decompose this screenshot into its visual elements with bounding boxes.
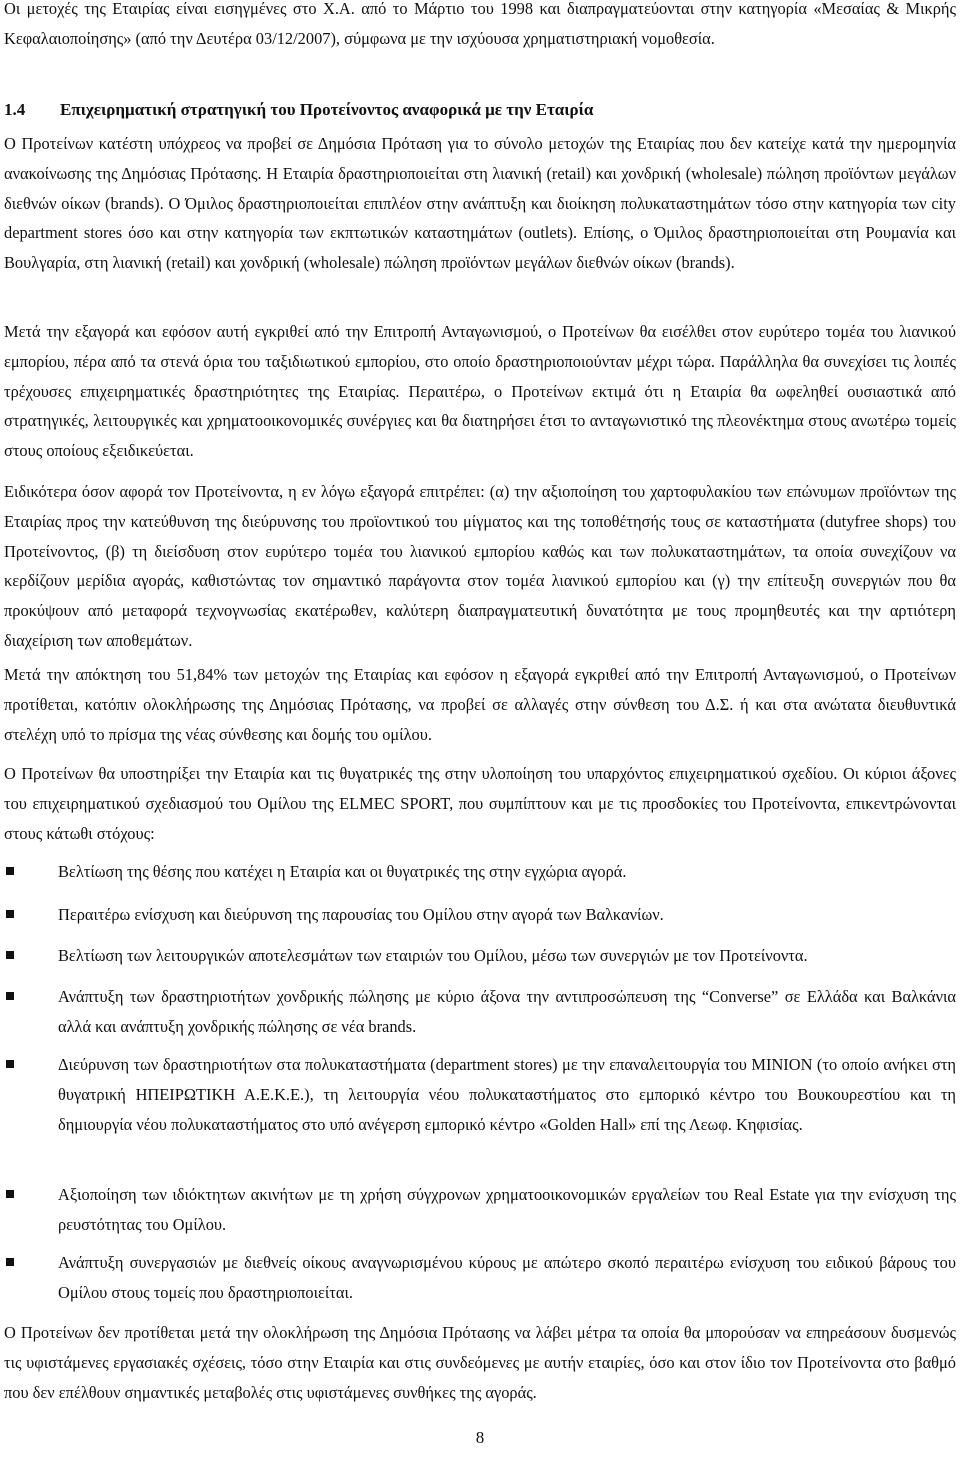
list-item: Αξιοποίηση των ιδιόκτητων ακινήτων με τη χρήση σύγχρονων χρηματοοικονομικών εργαλείων του Real Estate για την ενίσχυση της ρευστότητας του Ομίλου. [4,1180,956,1240]
list-item: Διεύρυνση των δραστηριοτήτων στα πολυκαταστήματα (department stores) με την επαναλειτουργία του MINION (το οποίο ανήκει στη θυγατρική ΗΠΕΙΡΩΤΙΚΗ Α.Ε.Κ.Ε.), τη λειτουργία νέου πολυκαταστήματος στο εμπορικό κέντρο του Βουκουρεστίου και τη δημιουργία νέου πολυκαταστήματος στο υπό ανέγερση εμπορικό κέντρο «Golden Hall» επί της Λεωφ. Κηφισίας. [4,1050,956,1139]
bullet-square-icon [6,910,14,918]
body-paragraph-6: Ο Προτείνων δεν προτίθεται μετά την ολοκλήρωση της Δημόσια Πρότασης να λάβει μέτρα τα οποία θα μπορούσαν να επηρεάσουν δυσμενώς τις υφιστάμενες εργασιακές σχέσεις, τόσο στην Εταιρία και στις συνδεόμενες με αυτήν εταιρίες, όσο και στον ίδιο τον Προτείνοντα στο βαθμό που δεν επέλθουν σημαντικές μεταβολές στις υφιστάμενες συνθήκες της αγοράς. [4,1323,956,1402]
section-heading [4,95,593,125]
bullet-square-icon [6,867,14,875]
bullet-square-icon [6,992,14,1000]
list-item: Ανάπτυξη των δραστηριοτήτων χονδρικής πώλησης με κύριο άξονα την αντιπροσώπευση της “Converse” σε Ελλάδα και Βαλκάνια αλλά και ανάπτυξη χονδρικής πώλησης σε νέα brands. [4,982,956,1042]
section-number: 1.4 [4,100,26,119]
body-paragraph-1: Ο Προτείνων κατέστη υπόχρεος να προβεί σε Δημόσια Πρόταση για το σύνολο μετοχών της Εταιρίας που δεν κατείχε κατά την ημερομηνία ανακοίνωσης της Δημόσιας Πρότασης. Η Εταιρία δραστηριοποιείται στη λιανική (retail) και χονδρική (wholesale) πώληση προϊόντων μεγάλων διεθνών οίκων (brands). Ο Όμιλος δραστηριοποιείται επιπλέον στην ανάπτυξη και διοίκηση πολυκαταστημάτων τόσο στην κατηγορία των city department stores όσο και στην κατηγορία των εκπτωτικών καταστημάτων (outlets). Επίσης, ο Όμιλος δραστηριοποιείται στη Ρουμανία και Βουλγαρία, στη λιανική (retail) και χονδρική (wholesale) πώληση προϊόντων μεγάλων διεθνών οίκων (brands). [4,134,956,273]
list-item: Ανάπτυξη συνεργασιών με διεθνείς οίκους αναγνωρισμένου κύρους με απώτερο σκοπό περαιτέρω ενίσχυση του ειδικού βάρους του Ομίλου στους τομείς που δραστηριοποιείται. [4,1248,956,1308]
body-paragraph-4: Μετά την απόκτηση του 51,84% των μετοχών της Εταιρίας και εφόσον η εξαγορά εγκριθεί από την Επιτροπή Ανταγωνισμού, ο Προτείνων προτίθεται, κατόπιν ολοκλήρωσης της Δημόσιας Πρότασης, να προβεί σε αλλαγές στην σύνθεση του Δ.Σ. ή και στα ανώτατα διευθυντικά στελέχη υπό το πρίσμα της νέας σύνθεσης και δομής του ομίλου. [4,665,956,744]
body-paragraph-3: Ειδικότερα όσον αφορά τον Προτείνοντα, η εν λόγω εξαγορά επιτρέπει: (α) την αξιοποίηση του χαρτοφυλακίου των επώνυμων προϊόντων της Εταιρίας προς την κατεύθυνση της διεύρυνσης του προϊοντικού του μίγματος και της τοποθέτησής τους σε καταστήματα (dutyfree shops) του Προτείνοντος, (β) τη διείσδυση στον ευρύτερο τομέα του λιανικού εμπορίου καθώς και των πολυκαταστημάτων, τα οποία συνεχίζουν να κερδίζουν μερίδια αγοράς, καθιστώντας τον σημαντικό παράγοντα στον τομέα λιανικού εμπορίου και (γ) την επίτευξη συνεργιών που θα προκύψουν από μεταφορά τεχνογνωσίας εκατέρωθεν, καλύτερη διαπραγματευτική δυνατότητα με τους προμηθευτές και την αρτιότερη διαχείριση των αποθεμάτων. [4,482,956,650]
list-item: Βελτίωση των λειτουργικών αποτελεσμάτων των εταιριών του Ομίλου, μέσω των συνεργιών με τον Προτείνοντα. [4,941,956,971]
page-number: 8 [475,1428,485,1447]
list-item: Περαιτέρω ενίσχυση και διεύρυνση της παρουσίας του Ομίλου στην αγορά των Βαλκανίων. [4,900,956,930]
bullet-square-icon [6,1258,14,1266]
body-paragraph-2: Μετά την εξαγορά και εφόσον αυτή εγκριθεί από την Επιτροπή Ανταγωνισμού, ο Προτείνων θα εισέλθει στον ευρύτερο τομέα του λιανικού εμπορίου, πέρα από τα στενά όρια του ταξιδιωτικού εμπορίου, στο οποίο δραστηριοποιούνταν μέχρι τώρα. Παράλληλα θα συνεχίσει τις λοιπές τρέχουσες επιχειρηματικές δραστηριότητες της Εταιρίας. Περαιτέρω, ο Προτείνων εκτιμά ότι η Εταιρία θα ωφεληθεί ουσιαστικά από στρατηγικές, λειτουργικές και χρηματοοικονομικές συνέργιες και θα διατηρήσει έτσι το ανταγωνιστικό της πλεονέκτημα στους ανωτέρω τομείς στους οποίους εξειδικεύεται. [4,322,956,461]
list-item: Βελτίωση της θέσης που κατέχει η Εταιρία και οι θυγατρικές της στην εγχώρια αγορά. [4,857,956,887]
intro-paragraph: Οι μετοχές της Εταιρίας είναι εισηγμένες στο Χ.Α. από το Μάρτιο του 1998 και διαπραγματεύονται στην κατηγορία «Μεσαίας & Μικρής Κεφαλαιοποίησης» (από την Δευτέρα 03/12/2007), σύμφωνα με την ισχύουσα χρηματιστηριακή νομοθεσία. [4,0,956,48]
bullet-square-icon [6,951,14,959]
bullet-square-icon [6,1190,14,1198]
bullet-square-icon [6,1060,14,1068]
section-title: Επιχειρηματική στρατηγική του Προτείνοντος αναφορικά με την Εταιρία [60,100,594,119]
body-paragraph-5: Ο Προτείνων θα υποστηρίξει την Εταιρία και τις θυγατρικές της στην υλοποίηση του υπαρχόντος επιχειρηματικού σχεδίου. Οι κύριοι άξονες του επιχειρηματικού σχεδιασμού του Ομίλου της ELMEC SPORT, που συμπίπτουν και με τις προσδοκίες του Προτείνοντα, επικεντρώνονται στους κάτωθι στόχους: [4,764,956,843]
